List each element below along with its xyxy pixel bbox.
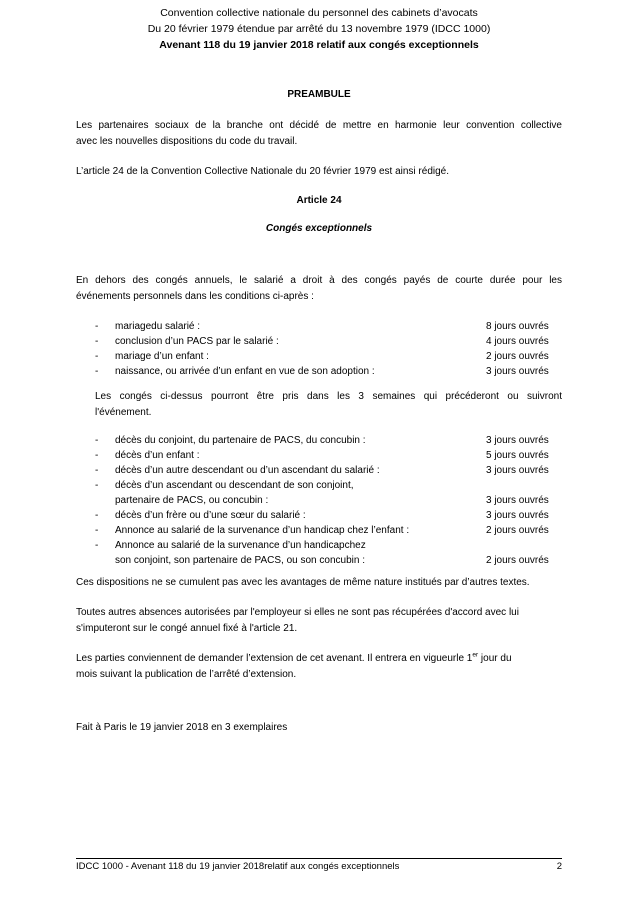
list-item-duration: 3 jours ouvrés <box>486 366 549 377</box>
paragraph-line: Les congés ci-dessus pourront être pris dans les 3 semaines qui précéderont ou suivront <box>95 391 562 402</box>
no-cumul-paragraph <box>76 575 562 591</box>
list-item-duration: 3 jours ouvrés <box>486 465 549 476</box>
list-dash: - <box>95 510 99 521</box>
list-item-label: Annonce au salarié de la survenance d’un handicap chez l’enfant : <box>115 525 410 536</box>
list-item-duration: 8 jours ouvrés <box>486 321 549 332</box>
list-item-label: conclusion d’un PACS par le salarié : <box>115 336 279 347</box>
extension-text: Les parties conviennent de demander l’extension de cet avenant. Il entrera en vigueurle 1 <box>76 653 473 664</box>
list-item <box>0 334 638 349</box>
paragraph-line: Fait à Paris le 19 janvier 2018 en 3 exemplaires <box>76 722 288 733</box>
list-item <box>0 523 638 538</box>
extension-paragraph <box>76 651 562 682</box>
list-item-duration: 3 jours ouvrés <box>486 435 549 446</box>
extension-text-end: jour du <box>478 653 512 664</box>
paragraph-line: Les partenaires sociaux de la branche ont décidé de mettre en harmonie leur convention collective <box>76 120 562 131</box>
paragraph-line: L’article 24 de la Convention Collective Nationale du 20 février 1979 est ainsi rédigé. <box>76 166 450 177</box>
paragraph-line: s'imputeront sur le congé annuel fixé à l'article 21. <box>76 622 298 634</box>
list-item-duration: 2 jours ouvrés <box>486 351 549 362</box>
article-subheading: Congés exceptionnels <box>265 223 373 234</box>
footer-title: IDCC 1000 - Avenant 118 du 19 janvier 2018relatif aux congés exceptionnels <box>76 861 400 872</box>
list-item-label: mariage d’un enfant : <box>115 351 209 362</box>
list-item-duration: 3 jours ouvrés <box>486 510 549 521</box>
list-item-label: décès d’un ascendant ou descendant de son conjoint, <box>115 480 354 491</box>
list-item-label: décès d’un enfant : <box>115 450 200 461</box>
list-dash: - <box>95 465 99 476</box>
list-dash: - <box>95 525 99 536</box>
list-item <box>0 364 638 379</box>
page-number: 2 <box>556 861 562 872</box>
list-dash: - <box>95 540 99 551</box>
paragraph-line: avec les nouvelles dispositions du code du travail. <box>76 135 298 147</box>
convention-title: Convention collective nationale du personnel des cabinets d’avocats <box>160 7 478 19</box>
list-item-duration: 4 jours ouvrés <box>486 336 549 347</box>
paragraph-line: mois suivant la publication de l’arrêté d’extension. <box>76 668 297 680</box>
article-intro-paragraph <box>76 164 562 180</box>
list-dash: - <box>95 336 99 347</box>
list-item <box>0 448 638 463</box>
paragraph-line: Toutes autres absences autorisées par l'employeur si elles ne sont pas récupérées d'accord avec lui <box>76 607 519 618</box>
list-item-duration: 5 jours ouvrés <box>486 450 549 461</box>
list-item <box>0 508 638 523</box>
list-item <box>0 349 638 364</box>
list-item-label: mariagedu salarié : <box>115 321 201 332</box>
list-item-label-continued: partenaire de PACS, ou concubin : <box>115 495 269 506</box>
list-item-label-continued: son conjoint, son partenaire de PACS, ou son concubin : <box>115 555 365 566</box>
list-dash: - <box>95 366 99 377</box>
deadline-note <box>95 389 562 420</box>
list-item-duration: 3 jours ouvrés <box>486 495 549 506</box>
list-dash: - <box>95 321 99 332</box>
other-absences-paragraph <box>76 605 562 636</box>
list-item <box>0 478 638 506</box>
ordinal-superscript: er <box>472 651 479 659</box>
list-item-label: Annonce au salarié de la survenance d’un handicapchez <box>115 540 366 551</box>
list-dash: - <box>95 480 99 491</box>
paragraph-line <box>76 651 562 667</box>
list-item <box>0 433 638 448</box>
list-item-label: décès d’un autre descendant ou d’un ascendant du salarié : <box>115 465 380 476</box>
page-footer <box>76 859 562 874</box>
paragraph-line: En dehors des congés annuels, le salarié a droit à des congés payés de courte durée pour les <box>76 275 562 286</box>
list-item-label: décès d’un frère ou d’une sœur du salarié : <box>115 510 306 521</box>
paragraph-line: l'événement. <box>95 406 152 418</box>
preamble-heading: PREAMBULE <box>287 89 351 100</box>
paragraph-line: Ces dispositions ne se cumulent pas avec les avantages de même nature institués par d’autres textes. <box>76 577 530 588</box>
list-item <box>0 319 638 334</box>
list-item-label: naissance, ou arrivée d’un enfant en vue de son adoption : <box>115 366 375 377</box>
list-dash: - <box>95 450 99 461</box>
list-item-duration: 2 jours ouvrés <box>486 555 549 566</box>
list-item <box>0 463 638 478</box>
list-item <box>0 538 638 566</box>
article-heading: Article 24 <box>296 195 342 206</box>
amendment-title: Avenant 118 du 19 janvier 2018 relatif aux congés exceptionnels <box>159 39 479 51</box>
list-item-duration: 2 jours ouvrés <box>486 525 549 536</box>
paragraph-line: événements personnels dans les conditions ci-après : <box>76 290 314 302</box>
list-dash: - <box>95 351 99 362</box>
convention-date-line: Du 20 février 1979 étendue par arrêté du 13 novembre 1979 (IDCC 1000) <box>147 23 491 35</box>
list-dash: - <box>95 435 99 446</box>
list-item-label: décès du conjoint, du partenaire de PACS, du concubin : <box>115 435 366 446</box>
article-intro <box>76 273 562 304</box>
preamble-paragraph <box>76 118 562 149</box>
signature-line <box>76 720 562 736</box>
